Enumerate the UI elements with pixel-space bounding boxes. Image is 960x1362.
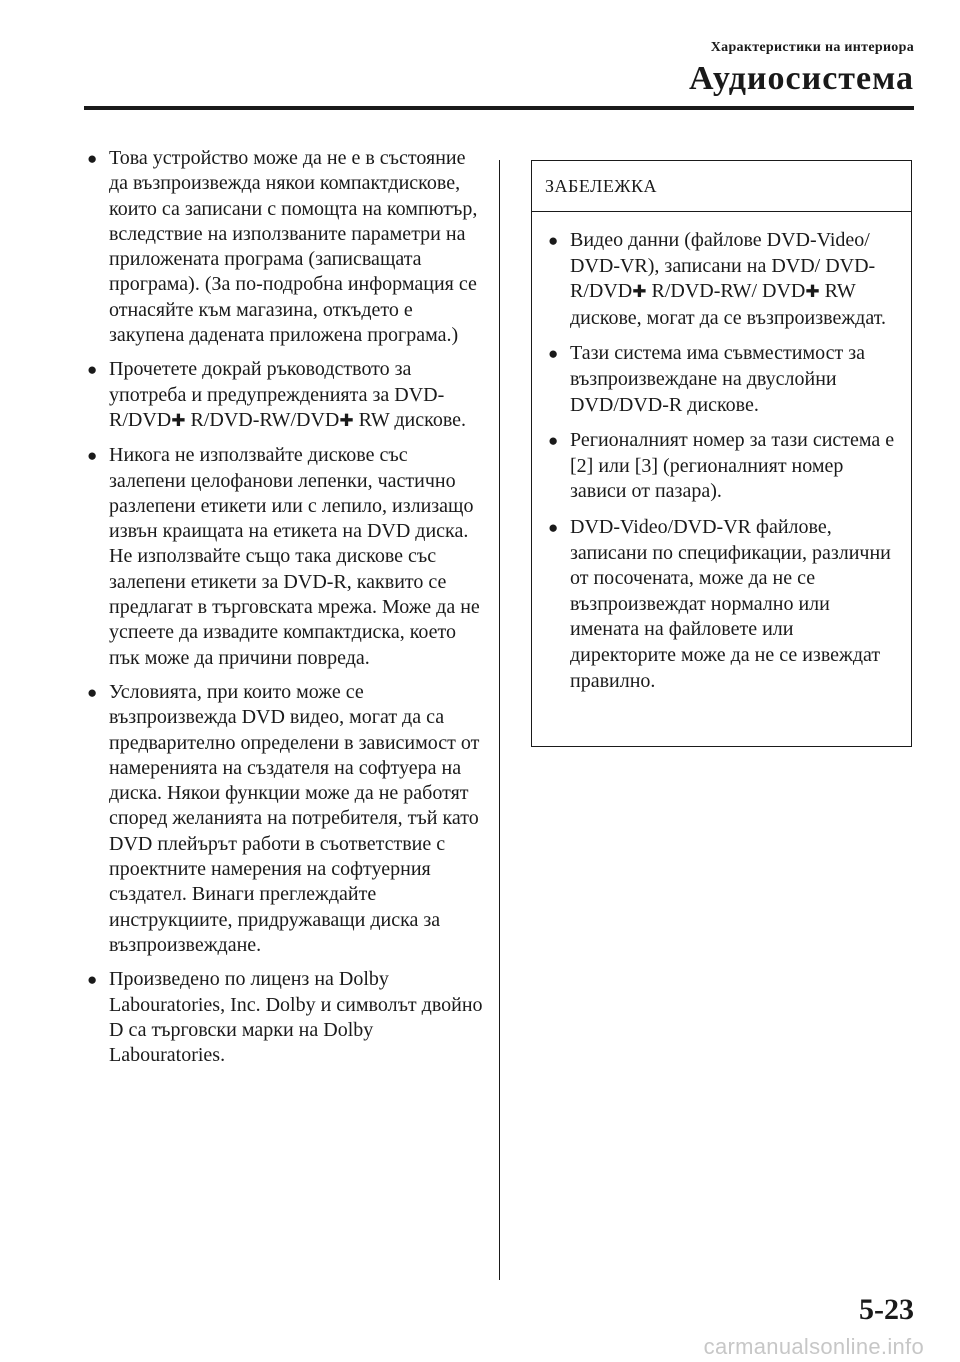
bullet-icon: ● <box>87 149 98 168</box>
bullet-item <box>84 146 484 348</box>
note-text: Тази система има съвместимост за възпроизвеждане на двуслойни DVD/DVD-R дискове. <box>570 342 865 416</box>
note-item <box>545 228 903 331</box>
plus-glyph: ✚ <box>632 282 647 303</box>
bullet-icon: ● <box>548 517 559 537</box>
bullet-text: Прочетете докрай ръководството за употреба и предупрежденията за DVD-R/DVD✚ R/DVD-RW/DVD✚ RW дискове. <box>109 358 467 431</box>
section-label: Характеристики на интериора <box>710 40 914 55</box>
note-text: DVD-Video/DVD-VR файлове, записани по спецификации, различни от посочената, може да не се възпроизвеждат нормално или имената на файловете или директорите може да не се извеждат правилно. <box>570 515 891 692</box>
note-title: ЗАБЕЛЕЖКА <box>532 161 911 212</box>
bullet-item <box>84 680 484 958</box>
bullet-text: Произведено по лиценз на Dolby Labouratories, Inc. Dolby и символът двойно D са търговски марки на Dolby Labouratories. <box>109 968 483 1067</box>
bullet-icon: ● <box>87 446 98 466</box>
watermark: carmanualsonline.info <box>703 1334 924 1359</box>
plus-glyph: ✚ <box>171 410 186 431</box>
header-rule <box>84 106 914 110</box>
bullet-text: Условията, при които може се възпроизвежда DVD видео, могат да са предварително определени в зависимост от намеренията на създателя на софтуера на диска. Някои функции може да не работят според желанията на потребителя, тъй като DVD плейърът работи в съответствие с проектните намерения на софтуерния създател. Винаги преглеждайте инструкциите, придружаващи диска за възпроизвеждане. <box>109 680 480 956</box>
bullet-icon: ● <box>548 231 559 250</box>
bullet-item <box>84 967 484 1068</box>
plus-glyph: ✚ <box>339 410 354 431</box>
bullet-text: Това устройство може да не е в състояние да възпроизвежда някои компактдискове, които са записани с помощта на компютър, вследствие на използваните параметри на приложената програма (записващата програма). (За по-подробна информация се отнасяйте към магазина, откъдето е закупена дадената приложена програма.) <box>109 147 478 347</box>
bullet-icon: ● <box>87 970 98 990</box>
note-text: Регионалният номер за тази система е [2] или [3] (регионалният номер зависи от пазара). <box>570 429 895 503</box>
bullet-item <box>84 357 484 434</box>
plus-glyph: ✚ <box>805 282 820 303</box>
note-bullet-list <box>532 212 911 694</box>
bullet-icon: ● <box>548 431 559 451</box>
note-text: Видео данни (файлове DVD-Video/ DVD-VR), записани на DVD/ DVD-R/DVD✚ R/DVD-RW/ DVD✚ RW дискове, могат да се възпроизвеждат. <box>570 229 886 329</box>
bullet-icon: ● <box>548 344 559 364</box>
note-box <box>531 160 912 747</box>
page-title: Аудиосистема <box>689 60 914 97</box>
page-number: 5-23 <box>859 1293 914 1326</box>
note-item <box>545 515 903 694</box>
bullet-icon: ● <box>87 360 98 380</box>
left-column <box>84 146 484 1077</box>
note-item <box>545 428 903 505</box>
left-bullet-list <box>84 146 484 1068</box>
bullet-item <box>84 443 484 671</box>
bullet-text: Никога не използвайте дискове със залепени целофанови лепенки, частично разлепени етикети или с лепило, излизащо извън краищата на етикета на DVD диска. Не използвайте също така дискове със залепени етикети за DVD-R, каквито се предлагат в търговската мрежа. Може да не успеете да извадите компактдиска, което пък може да причини повреда. <box>109 444 480 669</box>
note-item <box>545 341 903 418</box>
bullet-icon: ● <box>87 682 98 702</box>
column-divider <box>499 160 500 1280</box>
